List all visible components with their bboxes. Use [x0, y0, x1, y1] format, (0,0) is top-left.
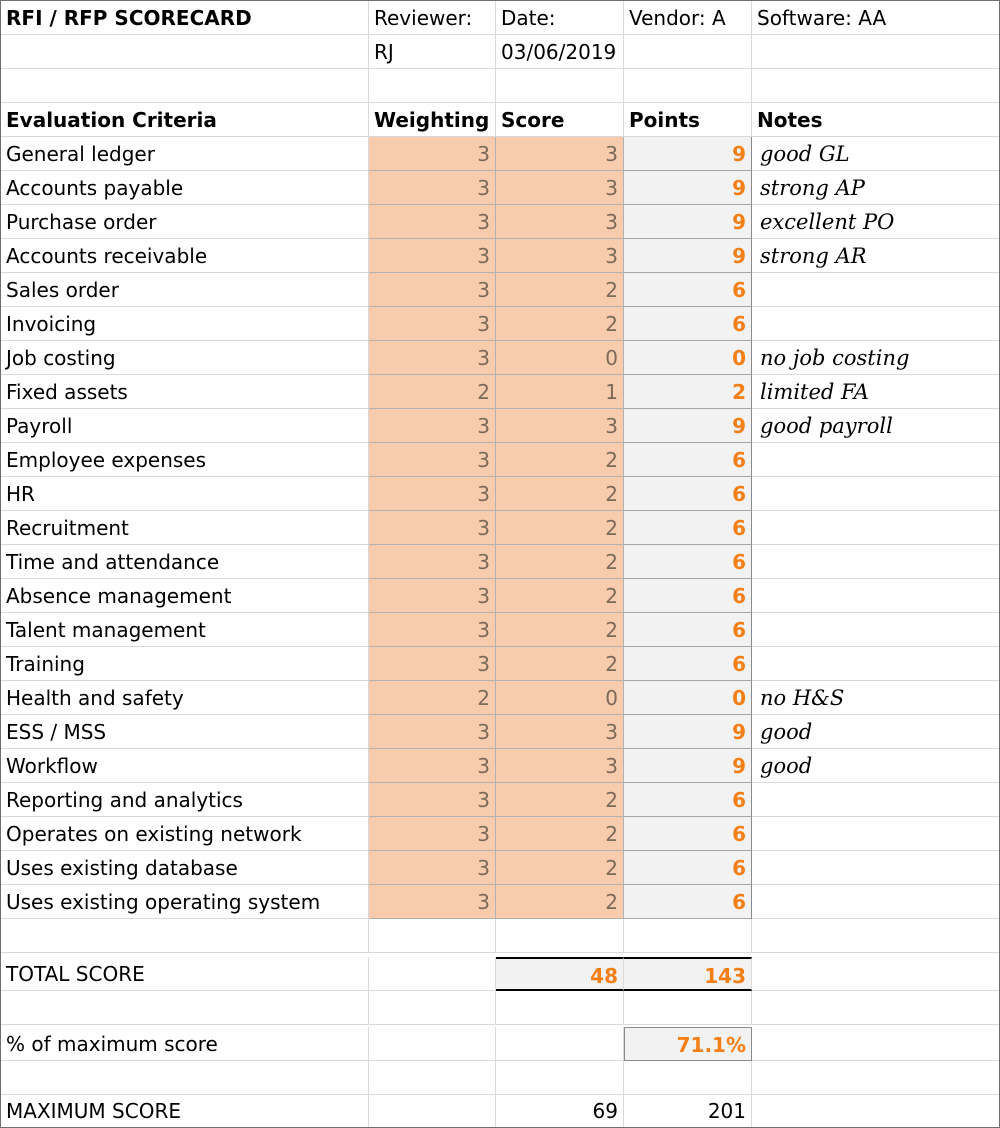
score-cell[interactable]: 0: [496, 681, 624, 715]
score-cell[interactable]: 2: [496, 443, 624, 477]
score-cell[interactable]: 3: [496, 409, 624, 443]
empty-cell[interactable]: [624, 35, 752, 69]
criteria-cell[interactable]: Invoicing: [1, 307, 369, 341]
criteria-cell[interactable]: Accounts payable: [1, 171, 369, 205]
weighting-cell[interactable]: 3: [369, 273, 496, 307]
date-value[interactable]: 03/06/2019: [496, 35, 624, 69]
points-cell[interactable]: 6: [624, 613, 752, 647]
weighting-cell[interactable]: 3: [369, 205, 496, 239]
score-cell[interactable]: 2: [496, 817, 624, 851]
score-cell[interactable]: 3: [496, 137, 624, 171]
empty-cell[interactable]: [1, 1061, 369, 1095]
score-cell[interactable]: 3: [496, 171, 624, 205]
max-score-label[interactable]: MAXIMUM SCORE: [1, 1095, 369, 1127]
empty-cell[interactable]: [752, 1027, 999, 1061]
weighting-cell[interactable]: 3: [369, 817, 496, 851]
criteria-cell[interactable]: General ledger: [1, 137, 369, 171]
weighting-cell[interactable]: 3: [369, 477, 496, 511]
score-cell[interactable]: 2: [496, 273, 624, 307]
table-row: [1, 783, 999, 817]
date-label[interactable]: Date:: [496, 1, 624, 35]
points-cell[interactable]: 6: [624, 579, 752, 613]
table-row: [1, 545, 999, 579]
reviewer-label[interactable]: Reviewer:: [369, 1, 496, 35]
empty-cell[interactable]: [369, 919, 496, 953]
notes-cell[interactable]: [752, 545, 999, 579]
notes-cell[interactable]: [752, 579, 999, 613]
score-cell[interactable]: 2: [496, 885, 624, 919]
points-cell[interactable]: 9: [624, 715, 752, 749]
criteria-cell[interactable]: Operates on existing network: [1, 817, 369, 851]
empty-cell[interactable]: [752, 991, 999, 1025]
maximum-row: [1, 1095, 999, 1127]
notes-cell[interactable]: [752, 273, 999, 307]
empty-cell[interactable]: [624, 1061, 752, 1095]
points-cell[interactable]: 9: [624, 239, 752, 273]
criteria-cell[interactable]: Uses existing operating system: [1, 885, 369, 919]
table-row: [1, 239, 999, 273]
total-score-value[interactable]: 48: [496, 957, 624, 991]
total-score-label[interactable]: TOTAL SCORE: [1, 957, 369, 991]
weighting-cell[interactable]: 3: [369, 715, 496, 749]
points-cell[interactable]: 2: [624, 375, 752, 409]
score-cell[interactable]: 2: [496, 783, 624, 817]
criteria-cell[interactable]: HR: [1, 477, 369, 511]
empty-cell[interactable]: [369, 69, 496, 103]
notes-cell[interactable]: [752, 443, 999, 477]
table-row: [1, 341, 999, 375]
criteria-cell[interactable]: Job costing: [1, 341, 369, 375]
criteria-cell[interactable]: Absence management: [1, 579, 369, 613]
notes-cell[interactable]: [752, 851, 999, 885]
empty-cell[interactable]: [496, 1061, 624, 1095]
notes-cell[interactable]: strong AR: [752, 239, 999, 273]
weighting-cell[interactable]: 3: [369, 783, 496, 817]
notes-cell[interactable]: good: [752, 749, 999, 783]
points-cell[interactable]: 6: [624, 511, 752, 545]
empty-cell[interactable]: [369, 1061, 496, 1095]
notes-cell[interactable]: limited FA: [752, 375, 999, 409]
points-cell[interactable]: 6: [624, 443, 752, 477]
table-row: [1, 409, 999, 443]
criteria-cell[interactable]: Accounts receivable: [1, 239, 369, 273]
table-row: [1, 375, 999, 409]
table-row: [1, 885, 999, 919]
software-label[interactable]: Software: AA: [752, 1, 999, 35]
weighting-cell[interactable]: 3: [369, 851, 496, 885]
notes-cell[interactable]: no job costing: [752, 341, 999, 375]
weighting-cell[interactable]: 3: [369, 545, 496, 579]
weighting-cell[interactable]: 3: [369, 137, 496, 171]
criteria-cell[interactable]: Training: [1, 647, 369, 681]
notes-cell[interactable]: [752, 783, 999, 817]
points-cell[interactable]: 6: [624, 545, 752, 579]
criteria-cell[interactable]: Sales order: [1, 273, 369, 307]
empty-cell[interactable]: [624, 991, 752, 1025]
empty-cell[interactable]: [752, 957, 999, 991]
percent-label[interactable]: % of maximum score: [1, 1027, 369, 1061]
table-row: [1, 273, 999, 307]
empty-cell[interactable]: [496, 1027, 624, 1061]
reviewer-value[interactable]: RJ: [369, 35, 496, 69]
notes-cell[interactable]: [752, 613, 999, 647]
empty-cell[interactable]: [1, 991, 369, 1025]
notes-cell[interactable]: [752, 647, 999, 681]
empty-cell[interactable]: [369, 1095, 496, 1127]
notes-cell[interactable]: good: [752, 715, 999, 749]
max-points-value[interactable]: 201: [624, 1095, 752, 1127]
table-row: [1, 443, 999, 477]
empty-cell[interactable]: [752, 69, 999, 103]
empty-cell[interactable]: [496, 69, 624, 103]
criteria-cell[interactable]: Workflow: [1, 749, 369, 783]
points-cell[interactable]: 9: [624, 137, 752, 171]
max-score-value[interactable]: 69: [496, 1095, 624, 1127]
score-cell[interactable]: 2: [496, 613, 624, 647]
blank-row: [1, 991, 999, 1025]
weighting-cell[interactable]: 3: [369, 409, 496, 443]
criteria-cell[interactable]: Payroll: [1, 409, 369, 443]
percent-value[interactable]: 71.1%: [624, 1027, 752, 1061]
score-cell[interactable]: 0: [496, 341, 624, 375]
score-cell[interactable]: 2: [496, 579, 624, 613]
empty-cell[interactable]: [496, 991, 624, 1025]
weighting-cell[interactable]: 3: [369, 613, 496, 647]
table-row: [1, 477, 999, 511]
score-cell[interactable]: 2: [496, 511, 624, 545]
header-values-row: [1, 35, 999, 69]
criteria-cell[interactable]: Reporting and analytics: [1, 783, 369, 817]
table-row: [1, 171, 999, 205]
scorecard-title[interactable]: RFI / RFP SCORECARD: [1, 1, 369, 35]
table-row: [1, 715, 999, 749]
notes-cell[interactable]: [752, 307, 999, 341]
empty-cell[interactable]: [1, 35, 369, 69]
empty-cell[interactable]: [752, 35, 999, 69]
empty-cell[interactable]: [752, 1061, 999, 1095]
empty-cell[interactable]: [369, 957, 496, 991]
empty-cell[interactable]: [369, 1027, 496, 1061]
table-row: [1, 851, 999, 885]
points-cell[interactable]: 9: [624, 409, 752, 443]
table-row: [1, 613, 999, 647]
empty-cell[interactable]: [369, 991, 496, 1025]
header-row: [1, 1, 999, 35]
weighting-cell[interactable]: 3: [369, 171, 496, 205]
criteria-cell[interactable]: Time and attendance: [1, 545, 369, 579]
criteria-cell[interactable]: ESS / MSS: [1, 715, 369, 749]
total-points-value[interactable]: 143: [624, 957, 752, 991]
empty-cell[interactable]: [1, 69, 369, 103]
total-row: [1, 957, 999, 991]
criteria-cell[interactable]: Recruitment: [1, 511, 369, 545]
weighting-cell[interactable]: 3: [369, 443, 496, 477]
blank-row: [1, 919, 999, 953]
points-cell[interactable]: 0: [624, 341, 752, 375]
notes-cell[interactable]: [752, 885, 999, 919]
score-cell[interactable]: 2: [496, 545, 624, 579]
score-cell[interactable]: 2: [496, 647, 624, 681]
column-header-row: [1, 103, 999, 137]
table-row: [1, 579, 999, 613]
criteria-cell[interactable]: Health and safety: [1, 681, 369, 715]
notes-cell[interactable]: good payroll: [752, 409, 999, 443]
weighting-cell[interactable]: 3: [369, 885, 496, 919]
points-cell[interactable]: 6: [624, 307, 752, 341]
score-cell[interactable]: 3: [496, 749, 624, 783]
vendor-label[interactable]: Vendor: A: [624, 1, 752, 35]
score-cell[interactable]: 3: [496, 239, 624, 273]
points-cell[interactable]: 6: [624, 851, 752, 885]
points-cell[interactable]: 6: [624, 477, 752, 511]
weighting-cell[interactable]: 3: [369, 579, 496, 613]
notes-cell[interactable]: good GL: [752, 137, 999, 171]
table-row: [1, 137, 999, 171]
blank-row: [1, 1061, 999, 1095]
score-cell[interactable]: 2: [496, 307, 624, 341]
weighting-cell[interactable]: 2: [369, 681, 496, 715]
empty-cell[interactable]: [752, 1095, 999, 1127]
criteria-cell[interactable]: Fixed assets: [1, 375, 369, 409]
weighting-cell[interactable]: 3: [369, 749, 496, 783]
table-row: [1, 307, 999, 341]
criteria-cell[interactable]: Talent management: [1, 613, 369, 647]
weighting-cell[interactable]: 3: [369, 647, 496, 681]
empty-cell[interactable]: [1, 919, 369, 953]
weighting-cell[interactable]: 3: [369, 511, 496, 545]
blank-row: [1, 69, 999, 103]
weighting-cell[interactable]: 3: [369, 239, 496, 273]
score-cell[interactable]: 2: [496, 851, 624, 885]
points-cell[interactable]: 0: [624, 681, 752, 715]
points-header[interactable]: Points: [624, 103, 752, 137]
points-cell[interactable]: 6: [624, 273, 752, 307]
points-cell[interactable]: 6: [624, 783, 752, 817]
empty-cell[interactable]: [496, 919, 624, 953]
score-cell[interactable]: 3: [496, 205, 624, 239]
score-cell[interactable]: 3: [496, 715, 624, 749]
notes-cell[interactable]: no H&S: [752, 681, 999, 715]
notes-cell[interactable]: [752, 477, 999, 511]
score-cell[interactable]: 2: [496, 477, 624, 511]
table-row: [1, 749, 999, 783]
table-row: [1, 817, 999, 851]
criteria-header[interactable]: Evaluation Criteria: [1, 103, 369, 137]
points-cell[interactable]: 6: [624, 817, 752, 851]
points-cell[interactable]: 9: [624, 171, 752, 205]
table-row: [1, 511, 999, 545]
empty-cell[interactable]: [624, 69, 752, 103]
points-cell[interactable]: 6: [624, 885, 752, 919]
notes-cell[interactable]: excellent PO: [752, 205, 999, 239]
weighting-cell[interactable]: 2: [369, 375, 496, 409]
table-row: [1, 681, 999, 715]
notes-cell[interactable]: [752, 817, 999, 851]
criteria-cell[interactable]: Uses existing database: [1, 851, 369, 885]
weighting-cell[interactable]: 3: [369, 307, 496, 341]
points-cell[interactable]: 9: [624, 749, 752, 783]
empty-cell[interactable]: [752, 919, 999, 953]
empty-cell[interactable]: [624, 919, 752, 953]
percent-row: [1, 1027, 999, 1061]
points-cell[interactable]: 9: [624, 205, 752, 239]
criteria-cell[interactable]: Purchase order: [1, 205, 369, 239]
score-cell[interactable]: 1: [496, 375, 624, 409]
weighting-cell[interactable]: 3: [369, 341, 496, 375]
weighting-header[interactable]: Weighting: [369, 103, 496, 137]
notes-cell[interactable]: [752, 511, 999, 545]
criteria-cell[interactable]: Employee expenses: [1, 443, 369, 477]
notes-cell[interactable]: strong AP: [752, 171, 999, 205]
score-header[interactable]: Score: [496, 103, 624, 137]
table-row: [1, 647, 999, 681]
notes-header[interactable]: Notes: [752, 103, 999, 137]
table-row: [1, 205, 999, 239]
points-cell[interactable]: 6: [624, 647, 752, 681]
